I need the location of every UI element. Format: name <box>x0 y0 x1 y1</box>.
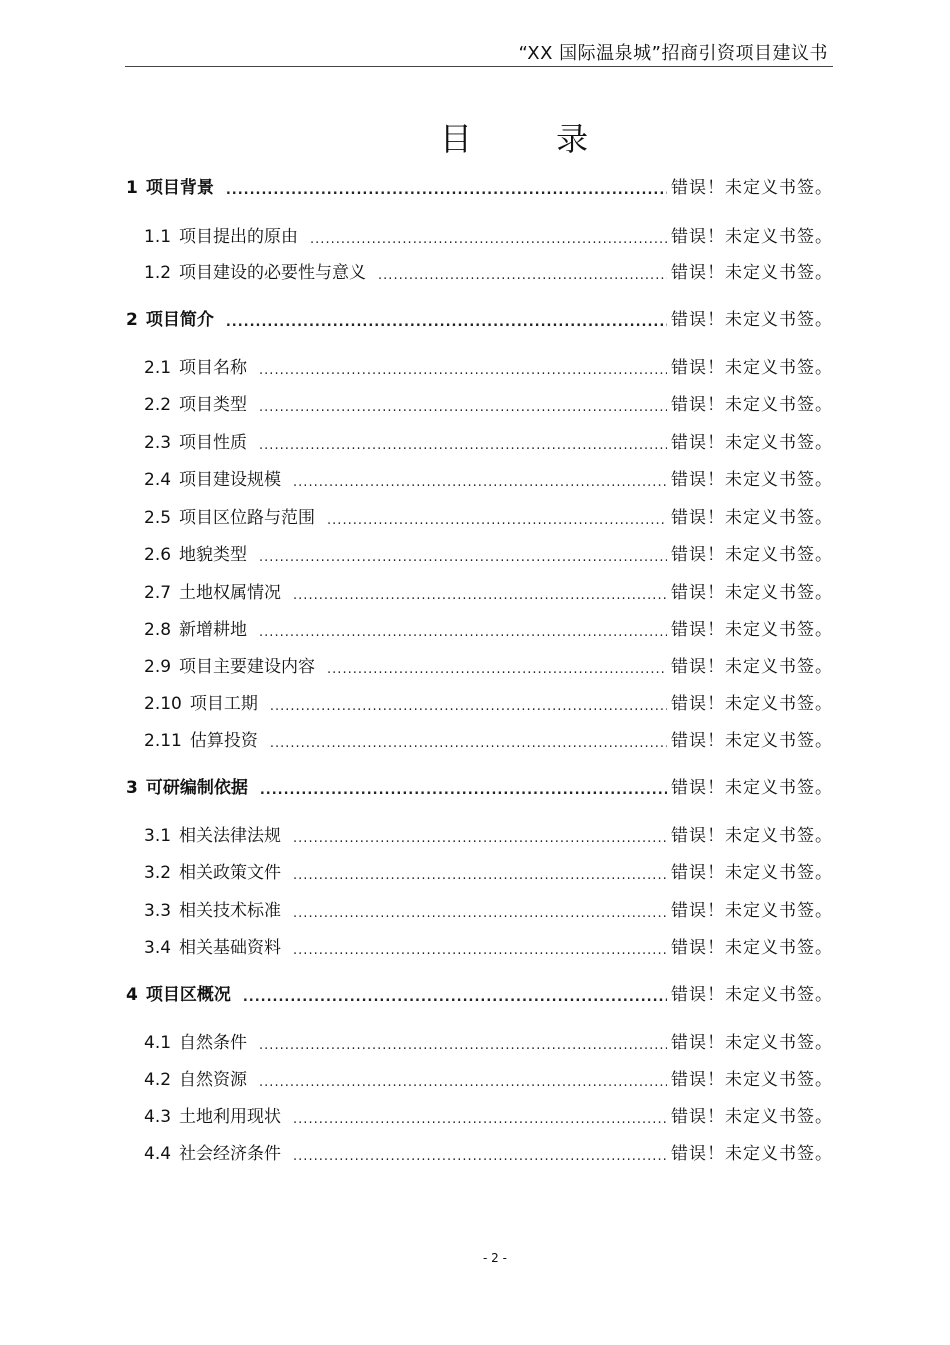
toc-entry[interactable] <box>126 981 833 1005</box>
toc-dot-leader <box>270 694 667 714</box>
toc-dot-leader <box>259 433 667 453</box>
toc-entry-label <box>144 258 366 283</box>
toc-entry-title: 项目简介 <box>145 310 214 330</box>
toc-entry[interactable] <box>144 822 833 846</box>
toc-entry-label <box>144 933 281 958</box>
toc-dot-leader <box>259 1033 667 1053</box>
toc-entry-label <box>144 578 281 603</box>
toc-entry-number: 1.1 <box>144 227 172 247</box>
toc-entry-number: 1 <box>126 178 138 198</box>
toc-entry[interactable] <box>144 466 833 490</box>
toc-entry-page-ref: 错误！未定义书签。 <box>671 620 833 640</box>
toc-entry-number: 2 <box>126 310 138 330</box>
toc-entry-number: 2.3 <box>144 433 172 453</box>
toc-entry-page-ref: 错误！未定义书签。 <box>671 263 833 283</box>
toc-entry[interactable] <box>144 690 833 714</box>
toc-entry-page-ref: 错误！未定义书签。 <box>671 178 833 198</box>
toc-entry[interactable] <box>126 174 833 198</box>
toc-entry[interactable] <box>144 1066 833 1090</box>
toc-entry-page-ref: 错误！未定义书签。 <box>671 395 833 415</box>
toc-entry-title: 项目提出的原由 <box>179 227 299 247</box>
toc-entry-title: 土地权属情况 <box>179 583 282 603</box>
toc-entry-number: 3.4 <box>144 938 172 958</box>
toc-entry-label <box>144 1102 281 1127</box>
toc-entry[interactable] <box>144 653 833 677</box>
toc-entry-page-ref: 错误！未定义书签。 <box>671 358 833 378</box>
toc-entry-title: 项目建设规模 <box>179 470 282 490</box>
toc-dot-leader <box>293 826 667 846</box>
toc-entry-page-ref: 错误！未定义书签。 <box>671 1107 833 1127</box>
toc-entry-label <box>126 980 231 1005</box>
toc-entry[interactable] <box>144 897 833 921</box>
toc-entry-title: 相关政策文件 <box>179 863 282 883</box>
toc-entry-page-ref: 错误！未定义书签。 <box>671 227 833 247</box>
toc-entry-page-ref: 错误！未定义书签。 <box>671 310 833 330</box>
toc-entry-page-ref: 错误！未定义书签。 <box>671 901 833 921</box>
toc-entry-title: 估算投资 <box>189 731 258 751</box>
page-number: - 2 - <box>483 1251 507 1265</box>
toc-entry[interactable] <box>144 259 833 283</box>
toc-entry-title: 项目区概况 <box>145 985 231 1005</box>
toc-entry-label <box>144 1139 281 1164</box>
toc-entry-label <box>126 773 248 798</box>
toc-entry-page-ref: 错误！未定义书签。 <box>671 433 833 453</box>
toc-entry-number: 1.2 <box>144 263 172 283</box>
toc-entry-page-ref: 错误！未定义书签。 <box>671 826 833 846</box>
toc-dot-leader <box>293 583 667 603</box>
toc-entry-number: 2.10 <box>144 694 182 714</box>
toc-entry-number: 3.3 <box>144 901 172 921</box>
toc-entry-number: 4.4 <box>144 1144 172 1164</box>
toc-entry-number: 4.2 <box>144 1070 172 1090</box>
toc-entry-title: 自然资源 <box>179 1070 248 1090</box>
toc-entry-label <box>144 1028 247 1053</box>
toc-entry-title: 相关技术标准 <box>179 901 282 921</box>
toc-entry-title: 项目主要建设内容 <box>179 657 316 677</box>
toc-entry-title: 相关法律法规 <box>179 826 282 846</box>
toc-dot-leader <box>310 227 667 247</box>
toc-entry-label <box>144 858 281 883</box>
toc-entry-title: 项目背景 <box>145 178 214 198</box>
toc-entry-number: 2.2 <box>144 395 172 415</box>
toc-entry-label <box>144 726 258 751</box>
toc-entry[interactable] <box>144 579 833 603</box>
toc-entry-page-ref: 错误！未定义书签。 <box>671 545 833 565</box>
toc-entry-title: 项目性质 <box>179 433 248 453</box>
toc-entry-number: 4.3 <box>144 1107 172 1127</box>
toc-entry[interactable] <box>144 354 833 378</box>
toc-dot-leader <box>378 263 667 283</box>
toc-heading: 目 录 <box>439 120 591 158</box>
toc-entry[interactable] <box>144 541 833 565</box>
toc-entry-number: 4 <box>126 985 138 1005</box>
toc-entry-number: 2.6 <box>144 545 172 565</box>
toc-entry-page-ref: 错误！未定义书签。 <box>671 583 833 603</box>
toc-entry-label <box>126 173 214 198</box>
toc-entry-number: 2.1 <box>144 358 172 378</box>
toc-entry[interactable] <box>144 859 833 883</box>
toc-entry[interactable] <box>144 1103 833 1127</box>
toc-entry[interactable] <box>144 934 833 958</box>
toc-dot-leader <box>293 1107 667 1127</box>
toc-entry[interactable] <box>144 391 833 415</box>
toc-entry[interactable] <box>144 429 833 453</box>
toc-entry-page-ref: 错误！未定义书签。 <box>671 1070 833 1090</box>
toc-dot-leader <box>259 545 667 565</box>
toc-entry-label <box>144 689 258 714</box>
toc-entry-label <box>144 540 247 565</box>
toc-dot-leader <box>327 657 667 677</box>
toc-dot-leader <box>243 985 667 1005</box>
toc-entry-number: 3.1 <box>144 826 172 846</box>
toc-entry-title: 自然条件 <box>179 1033 248 1053</box>
toc-entry-label <box>144 896 281 921</box>
toc-entry-number: 3.2 <box>144 863 172 883</box>
toc-dot-leader <box>293 901 667 921</box>
toc-dot-leader <box>226 178 667 198</box>
toc-entry-page-ref: 错误！未定义书签。 <box>671 863 833 883</box>
toc-dot-leader <box>259 395 667 415</box>
toc-entry[interactable] <box>144 727 833 751</box>
toc-dot-leader <box>293 938 667 958</box>
toc-dot-leader <box>260 778 667 798</box>
toc-entry[interactable] <box>144 504 833 528</box>
toc-entry-page-ref: 错误！未定义书签。 <box>671 1033 833 1053</box>
toc-entry-label <box>144 390 247 415</box>
toc-entry-title: 地貌类型 <box>179 545 248 565</box>
toc-entry-page-ref: 错误！未定义书签。 <box>671 470 833 490</box>
toc-dot-leader <box>293 863 667 883</box>
toc-entry-label <box>144 353 247 378</box>
toc-entry-page-ref: 错误！未定义书签。 <box>671 778 833 798</box>
toc-dot-leader <box>259 1070 667 1090</box>
toc-entry-title: 社会经济条件 <box>179 1144 282 1164</box>
toc-entry-number: 2.4 <box>144 470 172 490</box>
toc-entry-title: 项目区位路与范围 <box>179 508 316 528</box>
toc-entry-label <box>144 821 281 846</box>
toc-entry-title: 项目类型 <box>179 395 248 415</box>
toc-entry-title: 相关基础资料 <box>179 938 282 958</box>
toc-entry[interactable] <box>144 223 833 247</box>
toc-dot-leader <box>293 1144 667 1164</box>
toc-entry-page-ref: 错误！未定义书签。 <box>671 508 833 528</box>
toc-entry-label <box>144 222 298 247</box>
toc-entry-title: 新增耕地 <box>179 620 248 640</box>
toc-entry-label <box>144 428 247 453</box>
toc-entry-label <box>126 305 214 330</box>
running-header: “XX 国际温泉城”招商引资项目建议书 <box>518 43 828 64</box>
toc-entry-number: 2.5 <box>144 508 172 528</box>
toc-entry-title: 土地利用现状 <box>179 1107 282 1127</box>
toc-entry-title: 项目名称 <box>179 358 248 378</box>
toc-entry-number: 3 <box>126 778 138 798</box>
toc-entry[interactable] <box>144 616 833 640</box>
toc-entry[interactable] <box>126 774 833 798</box>
toc-entry-label <box>144 615 247 640</box>
toc-entry-number: 2.7 <box>144 583 172 603</box>
toc-entry-number: 2.11 <box>144 731 182 751</box>
toc-entry-label <box>144 503 315 528</box>
toc-dot-leader <box>270 731 667 751</box>
toc-entry-label <box>144 465 281 490</box>
toc-entry-number: 4.1 <box>144 1033 172 1053</box>
toc-entry-number: 2.9 <box>144 657 172 677</box>
toc-entry-page-ref: 错误！未定义书签。 <box>671 985 833 1005</box>
toc-dot-leader <box>293 470 667 490</box>
toc-entry[interactable] <box>126 306 833 330</box>
toc-dot-leader <box>226 310 667 330</box>
toc-entry-title: 项目建设的必要性与意义 <box>179 263 367 283</box>
toc-entry-page-ref: 错误！未定义书签。 <box>671 938 833 958</box>
toc-entry-title: 项目工期 <box>189 694 258 714</box>
toc-dot-leader <box>327 508 667 528</box>
toc-entry-page-ref: 错误！未定义书签。 <box>671 1144 833 1164</box>
toc-entry-page-ref: 错误！未定义书签。 <box>671 731 833 751</box>
toc-entry-page-ref: 错误！未定义书签。 <box>671 657 833 677</box>
toc-dot-leader <box>259 620 667 640</box>
toc-entry[interactable] <box>144 1029 833 1053</box>
toc-entry-label <box>144 652 315 677</box>
toc-entry[interactable] <box>144 1140 833 1164</box>
toc-entry-label <box>144 1065 247 1090</box>
toc-entry-number: 2.8 <box>144 620 172 640</box>
toc-entry-page-ref: 错误！未定义书签。 <box>671 694 833 714</box>
toc-dot-leader <box>259 358 667 378</box>
toc-entry-title: 可研编制依据 <box>145 778 248 798</box>
